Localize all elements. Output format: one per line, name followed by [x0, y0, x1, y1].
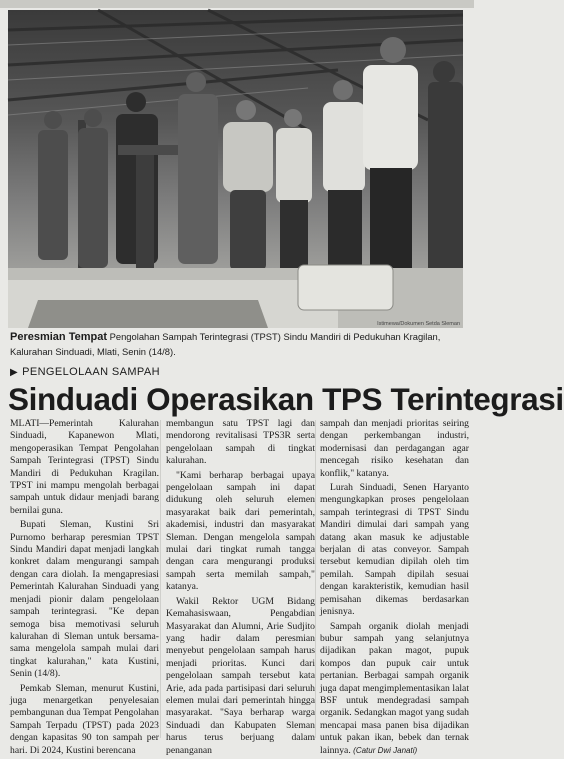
- photo-illustration: [8, 10, 463, 328]
- article-column-1: [10, 418, 159, 759]
- caption-text: Pengolahan Sampah Terintegrasi (TPST) Sindu Mandiri di Pedukuhan Kragilan, Kalurahan Sinduadi, Mlati, Senin (14/8).: [10, 331, 441, 357]
- paragraph: Lurah Sinduadi, Senen Haryanto mengungkapkan proses pengelolaan sampah terintegrasi di TPST Sindu Mandiri dimulai dari sampah yang datang akan masuk ke adjustable berjalan di atas conveyor. Sampah tersebut kemudian dipilah oleh tim pemilah. Sampah dipilah sesuai dengan karakteristik, kemudian hasil pemisahan dikemas berdasarkan jenisnya.: [320, 482, 469, 618]
- paragraph: Pemkab Sleman, menurut Kustini, juga menargetkan penyelesaian pembangunan dua Tempat Pengolahan Sampah Terpadu (TPST) pada 2023 dengan kapasitas 90 ton sampah per hari. Di 2024, Kustini berencana: [10, 682, 159, 756]
- column-divider: [160, 420, 161, 738]
- photo-caption: [10, 330, 462, 358]
- column-divider: [315, 420, 316, 738]
- photo-credit: Istimewa/Dokumen Setda Sleman: [377, 321, 460, 327]
- section-kicker: [10, 366, 160, 378]
- caption-label: Peresmian Tempat: [10, 331, 108, 343]
- author-byline: (Catur Dwi Janati): [353, 745, 418, 755]
- paragraph: Wakil Rektor UGM Bidang Kemahasiswaan, Pengabdian Masyarakat dan Alumni, Arie Sudjito yang hadir dalam peresmian menyebut pengelolaan sampah harus menjadi prioritas. Kunci dari pengelolaan sampah tersebut kata Arie, ada pada partisipasi dari seluruh elemen mulai dari pemerintah hingga masyarakat. "Saya berharap warga Sinduadi dan Kabupaten Sleman harus terus berjuang dalam penanganan: [166, 595, 315, 756]
- article-column-3: [320, 418, 469, 759]
- paragraph: "Kami berharap berbagai upaya pengelolaan sampah ini dapat didukung oleh seluruh elemen masyarakat baik dari pemerintah, akademisi, industri dan masyarakat Sleman. Dengan mengelola sampah mulai dari tingkat rumah tangga dengan cara mengurangi produksi sampah serta memilah sampah," katanya.: [166, 469, 315, 593]
- news-photo: [8, 10, 463, 328]
- paragraph: Bupati Sleman, Kustini Sri Purnomo berharap peresmian TPST Sindu Mandiri dapat menjadi langkah konkret dalam mengurangi sampah dengan cara diolah. Ia mengapresiasi Pemerintah Kalurahan Sinduadi yang menjadi pionir dalam pengelolaan sampah terintegrasi. "Ke depan semoga bisa memotivasi seluruh kalurahan di Sleman untuk bersama-sama mengelola sampah mulai dari tingkat kalurahan," kata Kustini, Senin (14/8).: [10, 519, 159, 680]
- paragraph: membangun satu TPST lagi dan mendorong revitalisasi TPS3R serta pengelolaan sampah di tingkat kalurahan.: [166, 418, 315, 467]
- paragraph: sampah dan menjadi prioritas seiring dengan perkembangan industri, modernisasi dan perdagangan agar mencegah risiko kesehatan dan konflik," katanya.: [320, 418, 469, 479]
- page-top-strip: [0, 0, 474, 8]
- paragraph-text: Sampah organik diolah menjadi bubur sampah yang selanjutnya dijadikan pakan magot, pupuk kompos dan pupuk cair untuk pertanian. Berbagai sampah organik juga dapat mengimplementasikan lalat BSF untuk mendegradasi sampah organik. Sedangkan magot yang sudah mencapai masa panen bisa dijadikan untuk pakan ikan, bebek dan ternak lainnya.: [320, 620, 469, 756]
- paragraph: MLATI—Pemerintah Kalurahan Sinduadi, Kapanewon Mlati, mengoperasikan Tempat Pengolahan Sampah Terintegrasi (TPST) Sindu Mandiri di Pedukuhan Kragilan. TPST ini mampu mengolah berbagai sampah untuk didaur menjadi barang bernilai guna.: [10, 418, 159, 516]
- kicker-arrow-icon: ▶: [10, 367, 19, 378]
- kicker-label: PENGELOLAAN SAMPAH: [22, 366, 160, 378]
- headline: Sinduadi Operasikan TPS Terintegrasi: [8, 381, 564, 417]
- article-column-2: [166, 418, 315, 759]
- paragraph: [320, 621, 469, 757]
